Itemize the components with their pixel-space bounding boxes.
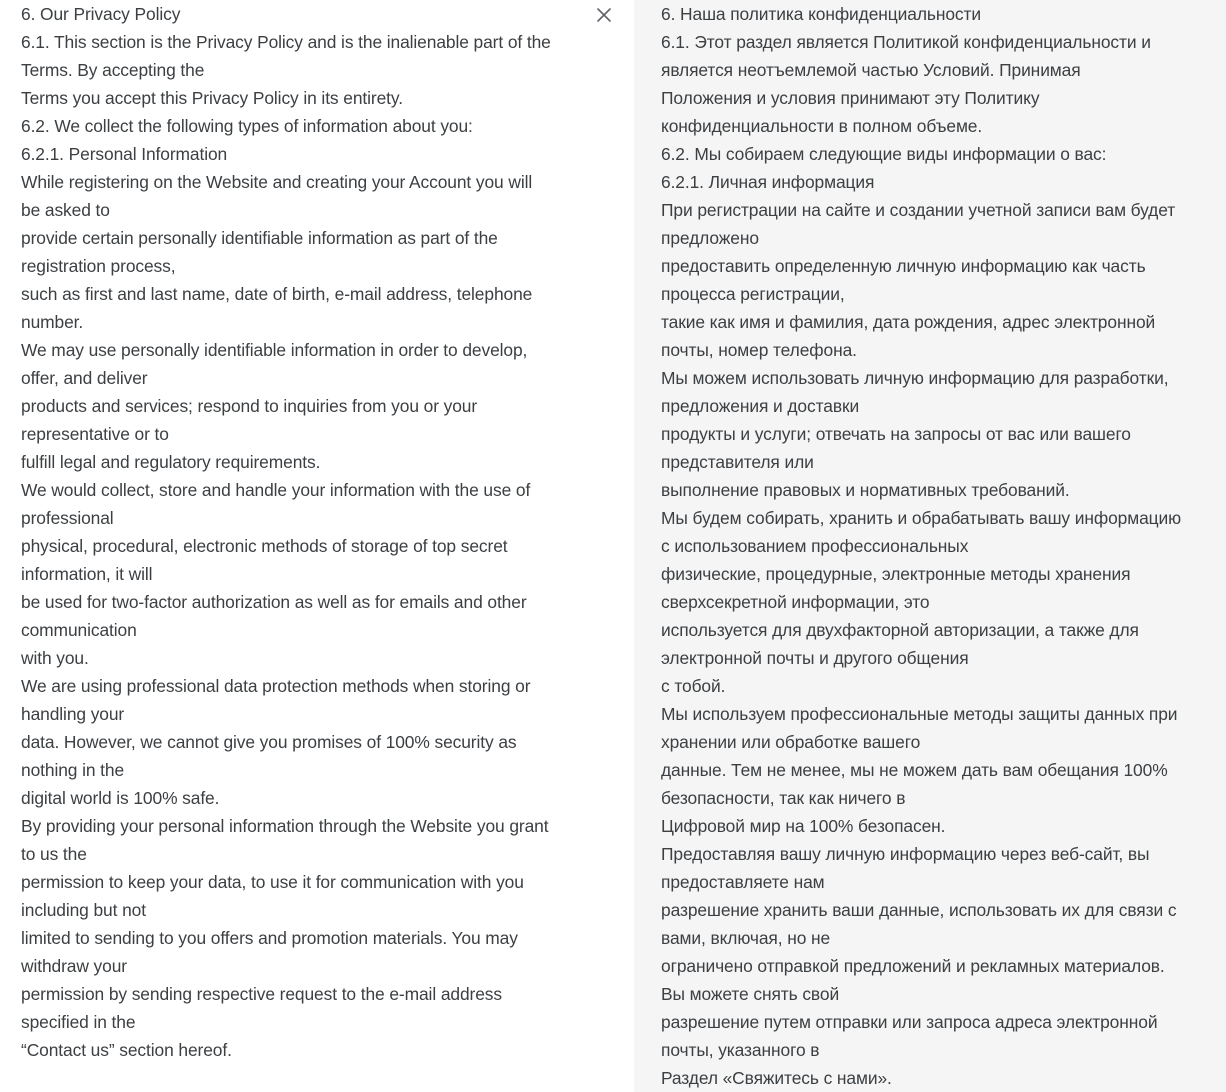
- source-text-line[interactable]: specified in the: [21, 1012, 136, 1032]
- source-text-line[interactable]: with you.: [21, 648, 89, 668]
- translated-text-line: Предоставляя вашу личную информацию через веб-сайт, вы: [661, 844, 1150, 864]
- translated-text-line: является неотъемлемой частью Условий. Принимая: [661, 60, 1081, 80]
- source-text-line[interactable]: such as first and last name, date of birth, e-mail address, telephone: [21, 284, 533, 304]
- source-text-line[interactable]: While registering on the Website and creating your Account you will: [21, 172, 533, 192]
- source-text-line[interactable]: limited to sending to you offers and promotion materials. You may: [21, 928, 518, 948]
- source-text-line[interactable]: physical, procedural, electronic methods of storage of top secret: [21, 536, 508, 556]
- source-text-line[interactable]: data. However, we cannot give you promises of 100% security as: [21, 732, 517, 752]
- source-text-line[interactable]: We would collect, store and handle your information with the use of: [21, 480, 531, 500]
- source-text-line[interactable]: By providing your personal information through the Website you grant: [21, 816, 549, 836]
- translated-text-line: 6.2. Мы собираем следующие виды информации о вас:: [661, 144, 1107, 164]
- translated-text-line: предложено: [661, 228, 759, 248]
- translated-text-line: вами, включая, но не: [661, 928, 831, 948]
- translated-text-line: При регистрации на сайте и создании учетной записи вам будет: [661, 200, 1176, 220]
- translated-text-line: хранении или обработке вашего: [661, 732, 921, 752]
- source-text-line[interactable]: communication: [21, 620, 137, 640]
- source-text-line[interactable]: be asked to: [21, 200, 110, 220]
- translated-text-line: Мы можем использовать личную информацию для разработки,: [661, 368, 1169, 388]
- source-text-line[interactable]: permission to keep your data, to use it for communication with you: [21, 872, 524, 892]
- translated-text-line: с тобой.: [661, 676, 726, 696]
- translated-text-line: 6.1. Этот раздел является Политикой конфиденциальности и: [661, 32, 1151, 52]
- translation-pane: [634, 0, 1226, 1092]
- translated-text-line: Положения и условия принимают эту Политику: [661, 88, 1040, 108]
- source-text-line[interactable]: information, it will: [21, 564, 153, 584]
- source-text-line[interactable]: handling your: [21, 704, 125, 724]
- source-text-line[interactable]: Terms. By accepting the: [21, 60, 205, 80]
- translated-text-line: Мы используем профессиональные методы защиты данных при: [661, 704, 1178, 724]
- translated-text-line: почты, номер телефона.: [661, 340, 857, 360]
- source-text-line[interactable]: 6.2.1. Personal Information: [21, 144, 228, 164]
- translated-text-line: конфиденциальности в полном объеме.: [661, 116, 983, 136]
- translated-text-line: ограничено отправкой предложений и рекламных материалов.: [661, 956, 1165, 976]
- source-text-line[interactable]: We may use personally identifiable information in order to develop,: [21, 340, 528, 360]
- source-text-line[interactable]: registration process,: [21, 256, 176, 276]
- source-text-line[interactable]: number.: [21, 312, 84, 332]
- source-text-line[interactable]: nothing in the: [21, 760, 125, 780]
- source-text-line[interactable]: fulfill legal and regulatory requirements.: [21, 452, 321, 472]
- translated-text: [661, 0, 1226, 1092]
- translated-text-line: безопасности, так как ничего в: [661, 788, 906, 808]
- translated-text-line: Мы будем собирать, хранить и обрабатывать вашу информацию: [661, 508, 1182, 528]
- translated-text-line: с использованием профессиональных: [661, 536, 969, 556]
- translated-text-line: данные. Тем не менее, мы не можем дать вам обещания 100%: [661, 760, 1168, 780]
- source-text-line[interactable]: We are using professional data protection methods when storing or: [21, 676, 531, 696]
- source-text-line[interactable]: products and services; respond to inquiries from you or your: [21, 396, 478, 416]
- source-text-line[interactable]: 6.2. We collect the following types of information about you:: [21, 116, 473, 136]
- translated-text-line: разрешение хранить ваши данные, использовать их для связи с: [661, 900, 1177, 920]
- translated-text-line: используется для двухфакторной авторизации, а также для: [661, 620, 1139, 640]
- source-text-line[interactable]: offer, and deliver: [21, 368, 148, 388]
- source-text-line[interactable]: professional: [21, 508, 114, 528]
- source-text-line[interactable]: provide certain personally identifiable information as part of the: [21, 228, 498, 248]
- translated-text-line: 6. Наша политика конфиденциальности: [661, 4, 981, 24]
- translated-text-line: почты, указанного в: [661, 1040, 820, 1060]
- translated-text-line: разрешение путем отправки или запроса адреса электронной: [661, 1012, 1158, 1032]
- source-text-line[interactable]: Terms you accept this Privacy Policy in its entirety.: [21, 88, 403, 108]
- source-text-line[interactable]: digital world is 100% safe.: [21, 788, 220, 808]
- translated-text-line: предоставить определенную личную информацию как часть: [661, 256, 1146, 276]
- clear-source-button[interactable]: [592, 3, 616, 27]
- translated-text-line: такие как имя и фамилия, дата рождения, адрес электронной: [661, 312, 1156, 332]
- source-text-line[interactable]: “Contact us” section hereof.: [21, 1040, 232, 1060]
- translated-text-line: Вы можете снять свой: [661, 984, 840, 1004]
- translated-text-line: Раздел «Свяжитесь с нами».: [661, 1068, 892, 1088]
- source-text-line[interactable]: withdraw your: [21, 956, 127, 976]
- translated-text-line: выполнение правовых и нормативных требований.: [661, 480, 1070, 500]
- translated-text-line: сверхсекретной информации, это: [661, 592, 930, 612]
- translated-text-line: Цифровой мир на 100% безопасен.: [661, 816, 946, 836]
- source-text-line[interactable]: 6. Our Privacy Policy: [21, 4, 181, 24]
- translated-text-line: электронной почты и другого общения: [661, 648, 969, 668]
- source-text-line[interactable]: representative or to: [21, 424, 169, 444]
- translated-text-line: физические, процедурные, электронные методы хранения: [661, 564, 1131, 584]
- source-text-line[interactable]: be used for two-factor authorization as well as for emails and other: [21, 592, 527, 612]
- close-icon: [596, 7, 612, 23]
- translated-text-line: 6.2.1. Личная информация: [661, 172, 875, 192]
- source-text-line[interactable]: 6.1. This section is the Privacy Policy and is the inalienable part of the: [21, 32, 551, 52]
- source-text-line[interactable]: to us the: [21, 844, 87, 864]
- source-text-line[interactable]: including but not: [21, 900, 146, 920]
- translated-text-line: продукты и услуги; отвечать на запросы от вас или вашего: [661, 424, 1131, 444]
- translated-text-line: предложения и доставки: [661, 396, 860, 416]
- translated-text-line: представителя или: [661, 452, 814, 472]
- translated-text-line: предоставляете нам: [661, 872, 825, 892]
- source-text[interactable]: [21, 0, 630, 1064]
- translated-text-line: процесса регистрации,: [661, 284, 845, 304]
- source-text-line[interactable]: permission by sending respective request to the e-mail address: [21, 984, 502, 1004]
